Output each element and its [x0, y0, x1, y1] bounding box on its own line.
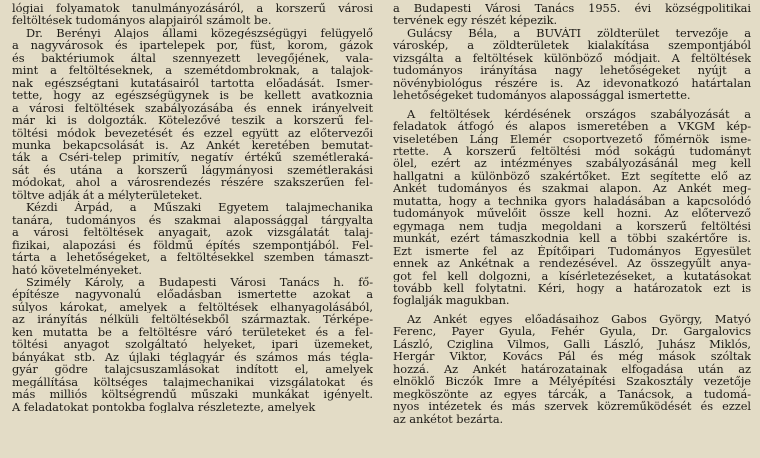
text-line: megállítása költséges talajmechanikai vizsgálatokat és [12, 375, 373, 389]
text-line: fizikai, alapozási és földmű építés szempontjából. Fel- [12, 238, 373, 252]
left-column [12, 2, 373, 413]
text-line: építésze nagyvonalú előadásban ismertette azokat a [12, 288, 373, 301]
paragraph [12, 276, 373, 413]
paragraph [12, 27, 373, 201]
text-line: Hergár Viktor, Kovács Pál és még mások szóltak [393, 350, 751, 363]
text-line: got fel kell dolgozni, a kísérletezéseket, a kutatásokat [393, 269, 751, 282]
text-line: már ki is dolgozták. Kötelezővé teszik a korszerű fel- [12, 114, 373, 127]
text-line: nyos intézetek és más szervek közreműködését és ezzel [393, 400, 751, 413]
text-line: mutatta, hogy a technika gyors haladásában a kapcsolódó [393, 194, 751, 208]
text-line: tanára, tudományos és szakmai alapossággal tárgyalta [12, 213, 373, 227]
paragraph [393, 27, 751, 102]
text-line: Gulácsy Béla, a BUVÁTI zöldterület tervezője a [407, 26, 751, 40]
text-line: hallgatni a különböző szakértőket. Ezt segítette elő az [393, 169, 751, 183]
text-line: Ezt ismerte fel az Építőipari Tudományos Egyesület [393, 244, 751, 258]
text-line: Dr. Berényi Alajos állami közegészségügyi felügyelő [26, 26, 373, 40]
paragraph [12, 2, 373, 27]
text-line: hozzá. Az Ankét határozatainak elfogadása után az [393, 362, 751, 376]
text-line: ták a Cséri-telep primitív, negatív értékű szemétleraká- [12, 151, 373, 164]
text-line: László, Cziglina Vilmos, Galli László, Juhász Miklós, [393, 337, 751, 351]
text-line: elnöklő Biczók Imre a Mélyépítési Szakosztály vezetője [393, 375, 751, 388]
text-line: munka bekapcsolását is. Az Ankét keretében bemutat- [12, 138, 373, 152]
text-line: lehetőségeket tudományos alapossággal ismertette. [393, 89, 691, 102]
text-line: feltöltések tudományos alapjairól számolt be. [12, 14, 272, 27]
text-line: vizsgálta a feltöltések különböző módjait. A feltöltések [393, 51, 751, 65]
text-line: a városi feltöltések anyagait, azok vizsgálatát talaj- [12, 226, 373, 239]
text-line: Az Ankét egyes előadásaihoz Gabos György, Matyó [407, 312, 751, 326]
text-line: a városi feltöltések szabályozásába és ennek irányelveit [12, 101, 373, 115]
text-line: és baktériumok által szennyezett levegőjének, vala- [12, 51, 373, 65]
text-line: tervének egy részét képezik. [393, 14, 558, 27]
text-line: Kézdi Árpád, a Műszaki Egyetem talajmechanika [26, 201, 373, 214]
text-line: ennek az Ankétnak a rendezésével. Az összegyűlt anya- [393, 257, 751, 270]
text-line: egymaga nem tudja megoldani a korszerű feltöltési [393, 219, 751, 233]
text-line: A feltöltések kérdésének országos szabályozását a [407, 107, 751, 121]
text-line: más milliós költségrendű műszaki munkákat igényelt. [12, 388, 373, 401]
text-line: munkát, ezért támaszkodnia kell a többi szakértőre is. [393, 232, 751, 245]
text-line: tette, hogy az egészségügynek is be kellett avatkoznia [12, 89, 373, 102]
text-line: Ankét tudományos és szakmai alapon. Az Ankét meg- [393, 182, 751, 195]
text-line: városkép, a zöldterületek kialakítása szempontjából [393, 39, 751, 52]
paragraph [393, 2, 751, 27]
text-line: töltési módok bevezetését és ezzel együtt az előtervezői [12, 126, 373, 139]
text-line: mint a feltöltéseknek, a szemétdombroknak, a talajok- [12, 64, 373, 77]
text-line: megköszönte az egyes tárcák, a Tanácsok, a tudomá- [393, 387, 751, 401]
text-line: bányákat stb. Az újlaki téglagyár és számos más tégla- [12, 350, 373, 364]
text-line: módokat, ahol a városrendezés részére szakszerűen fel- [12, 176, 373, 189]
text-line: ken mutatta be a feltöltésre váró területeket és a fel- [12, 325, 373, 339]
text-line: súlyos károkat, amelyek a feltöltések elhanyagolásából, [12, 300, 373, 314]
text-line: viseletében Láng Elemér csoportvezető főmérnök isme- [393, 132, 751, 145]
paragraph [12, 201, 373, 276]
text-line: tudományos irányítása nagy lehetőségeket nyújt a [393, 64, 751, 77]
paragraph [393, 313, 751, 425]
text-line: tárta a lehetőségeket, a feltöltésekkel szemben támaszt- [12, 251, 373, 264]
text-line: foglalják magukban. [393, 294, 510, 307]
text-line: A feladatokat pontokba foglalva részletezte, amelyek [12, 400, 316, 413]
text-line: töltve adják át a mélyterületeket. [12, 188, 203, 202]
text-line: növénybiológus részére is. Az idevonatkozó határtalan [393, 76, 751, 90]
right-column [393, 2, 751, 425]
text-line: tudományok művelőit össze kell hozni. Az előtervező [393, 207, 751, 220]
text-line: lógiai folyamatok tanulmányozásáról, a korszerű városi [12, 2, 373, 15]
text-line: a Budapesti Városi Tanács 1955. évi községpolitikai [393, 2, 751, 15]
text-line: feladatok átfogó és alapos ismeretében a VKGM kép- [393, 120, 751, 133]
text-line: gyár gödre talajcsuszamlásokat indított el, amelyek [12, 363, 373, 376]
text-line: a nagyvárosok és ipartelepek por, füst, korom, gázok [12, 39, 373, 52]
text-line: töltési anyagot szolgáltató helyeket, ipari üzemeket, [12, 338, 373, 351]
text-line: sát és utána a korszerű lágymányosi szemétlerakási [12, 163, 373, 177]
text-line: tovább kell folytatni. Kéri, hogy a határozatok ezt is [393, 281, 751, 295]
text-line: rtette. A korszerű feltöltési mód sokágú tudományt [393, 144, 751, 158]
text-line: nak egészségtani kutatásairól tartotta előadását. Ismer- [12, 76, 373, 90]
text-line: ható követelményeket. [12, 263, 142, 276]
paragraph [393, 108, 751, 307]
text-line: ölel, ezért az intézményes szabályozásánál meg kell [393, 157, 751, 170]
text-line: Ferenc, Payer Gyula, Fehér Gyula, Dr. Gargalovics [393, 325, 751, 338]
text-line: az ankétot bezárta. [393, 412, 504, 425]
text-line: az irányítás nélküli feltöltésekből származtak. Térképe- [12, 313, 373, 326]
text-line: Szimély Károly, a Budapesti Városi Tanács h. fő- [26, 275, 373, 289]
